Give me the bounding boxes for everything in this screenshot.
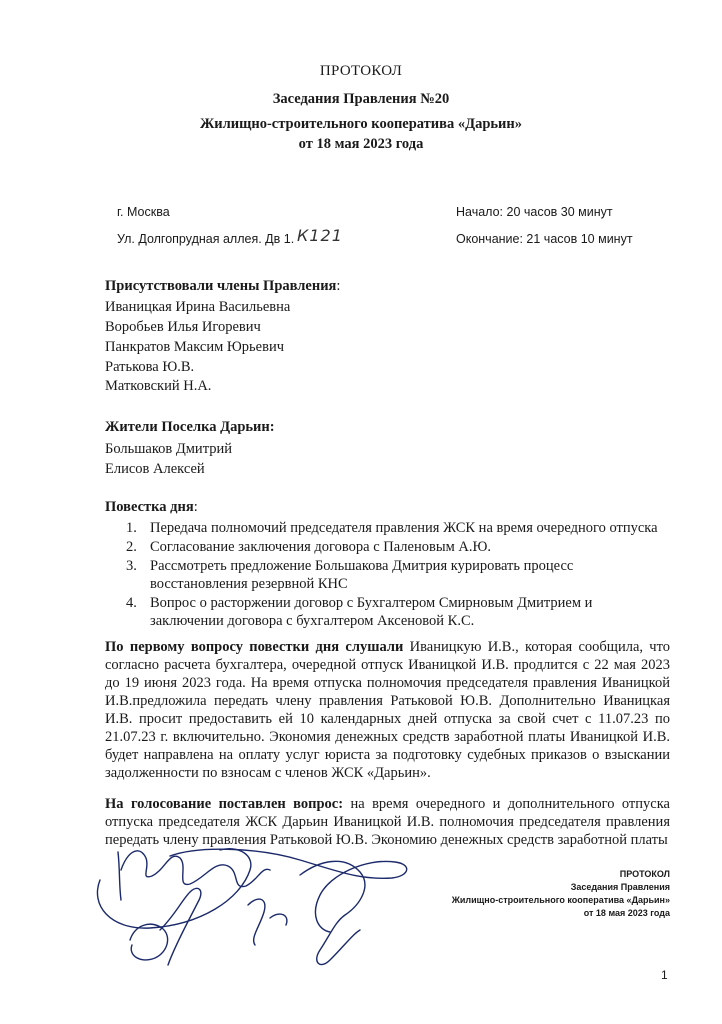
agenda-list bbox=[126, 519, 686, 631]
resident-name: Елисов Алексей bbox=[105, 461, 205, 477]
document-subtitle-3: от 18 мая 2023 года bbox=[298, 136, 424, 152]
agenda-item bbox=[126, 538, 686, 556]
vote-text: на время очередного и дополнительного отпуска отпуска председателя ЖСК Дарьин Иваницкой И.В. полномочия председателя правления передать члену правления Ратьковой Ю.В. Экономию денежных средств заработной платы bbox=[105, 796, 670, 848]
attendees-heading bbox=[105, 277, 340, 295]
agenda-item bbox=[126, 594, 686, 630]
document-title: ПРОТОКОЛ bbox=[319, 63, 403, 79]
document-subtitle-2: Жилищно-строительного кооператива «Дарьин» bbox=[199, 116, 523, 132]
first-question-lead: По первому вопросу повестки дня слушали bbox=[105, 639, 404, 655]
agenda-item-number: 2. bbox=[126, 539, 137, 555]
footer-stamp-line: от 18 мая 2023 года bbox=[583, 908, 670, 918]
first-question-text: Иваницкую И.В., которая сообщила, что согласно расчета бухгалтера, очередной отпуск Иваницкой И.В. продлится с 22 мая 2023 до 19 июня 2023 года. На время отпуска полномочия председателя правления Иваницкой И.В.предложила передать члену правления Ратьковой Ю.В. Дополнительно Иваницкая И.В. просит предоставить ей 10 календарных дней отпуска за свой счет с 11.07.23 по 21.07.23 г. включительно. Экономия денежных средств заработной платы Иваницкой И.В. будет направлена на оплату услуг юриста за подготовку судебных приказов о взыскании задолженности по взносам с членов ЖСК «Дарьин». bbox=[105, 639, 670, 781]
signature-1-loop bbox=[97, 849, 250, 928]
attendee-member: Панкратов Максим Юрьевич bbox=[105, 339, 284, 355]
agenda-heading bbox=[105, 498, 198, 516]
signature-2 bbox=[170, 849, 407, 932]
attendee-member: Воробьев Илья Игоревич bbox=[105, 319, 261, 335]
vote-lead: На голосование поставлен вопрос: bbox=[105, 796, 344, 812]
agenda-item-text: Согласование заключения договора с Паленовым А.Ю. bbox=[150, 539, 491, 555]
document-subtitle-1: Заседания Правления №20 bbox=[272, 91, 450, 107]
first-question-paragraph bbox=[105, 638, 670, 782]
attendee-member: Иваницкая Ирина Васильевна bbox=[105, 299, 291, 315]
residents-heading: Жители Поселка Дарьин: bbox=[105, 419, 275, 435]
signature-1 bbox=[118, 851, 270, 900]
attendees-heading-suffix: : bbox=[336, 278, 341, 294]
page-number: 1 bbox=[661, 968, 668, 982]
address-handwritten-note: К121 bbox=[297, 226, 343, 245]
meeting-end-time: Окончание: 21 часов 10 минут bbox=[456, 232, 633, 246]
agenda-heading-suffix: : bbox=[193, 499, 198, 515]
agenda-item-text: Передача полномочий председателя правления ЖСК на время очередного отпуска bbox=[150, 520, 658, 536]
signature-3 bbox=[300, 861, 365, 964]
footer-stamp-line: Заседания Правления bbox=[570, 882, 670, 892]
agenda-item bbox=[126, 519, 686, 537]
meeting-start-time: Начало: 20 часов 30 минут bbox=[456, 205, 613, 219]
agenda-item-number: 4. bbox=[126, 595, 137, 611]
attendee-member: Ратькова Ю.В. bbox=[105, 359, 195, 375]
agenda-item bbox=[126, 557, 686, 593]
attendees-heading-text: Присутствовали члены Правления bbox=[105, 278, 337, 294]
resident-name: Большаков Дмитрий bbox=[105, 441, 232, 457]
agenda-item-number: 3. bbox=[126, 558, 137, 574]
signature-5 bbox=[248, 899, 287, 945]
signature-4 bbox=[130, 888, 201, 965]
agenda-item-number: 1. bbox=[126, 520, 137, 536]
agenda-heading-text: Повестка дня bbox=[105, 499, 194, 515]
footer-stamp-line: ПРОТОКОЛ bbox=[619, 869, 670, 879]
meeting-address: Ул. Долгопрудная аллея. Дв 1. bbox=[117, 232, 295, 246]
footer-stamp-line: Жилищно-строительного кооператива «Дарьин» bbox=[451, 895, 670, 905]
attendee-member: Матковский Н.А. bbox=[105, 378, 212, 394]
meeting-city: г. Москва bbox=[117, 205, 170, 219]
agenda-item-text: Вопрос о расторжении договор с Бухгалтером Смирновым Дмитрием и заключении договора с бухгалтером Аксеновой К.С. bbox=[150, 595, 593, 629]
vote-paragraph bbox=[105, 795, 670, 849]
agenda-item-text: Рассмотреть предложение Большакова Дмитрия курировать процесс восстановления резервной КНС bbox=[150, 558, 574, 592]
